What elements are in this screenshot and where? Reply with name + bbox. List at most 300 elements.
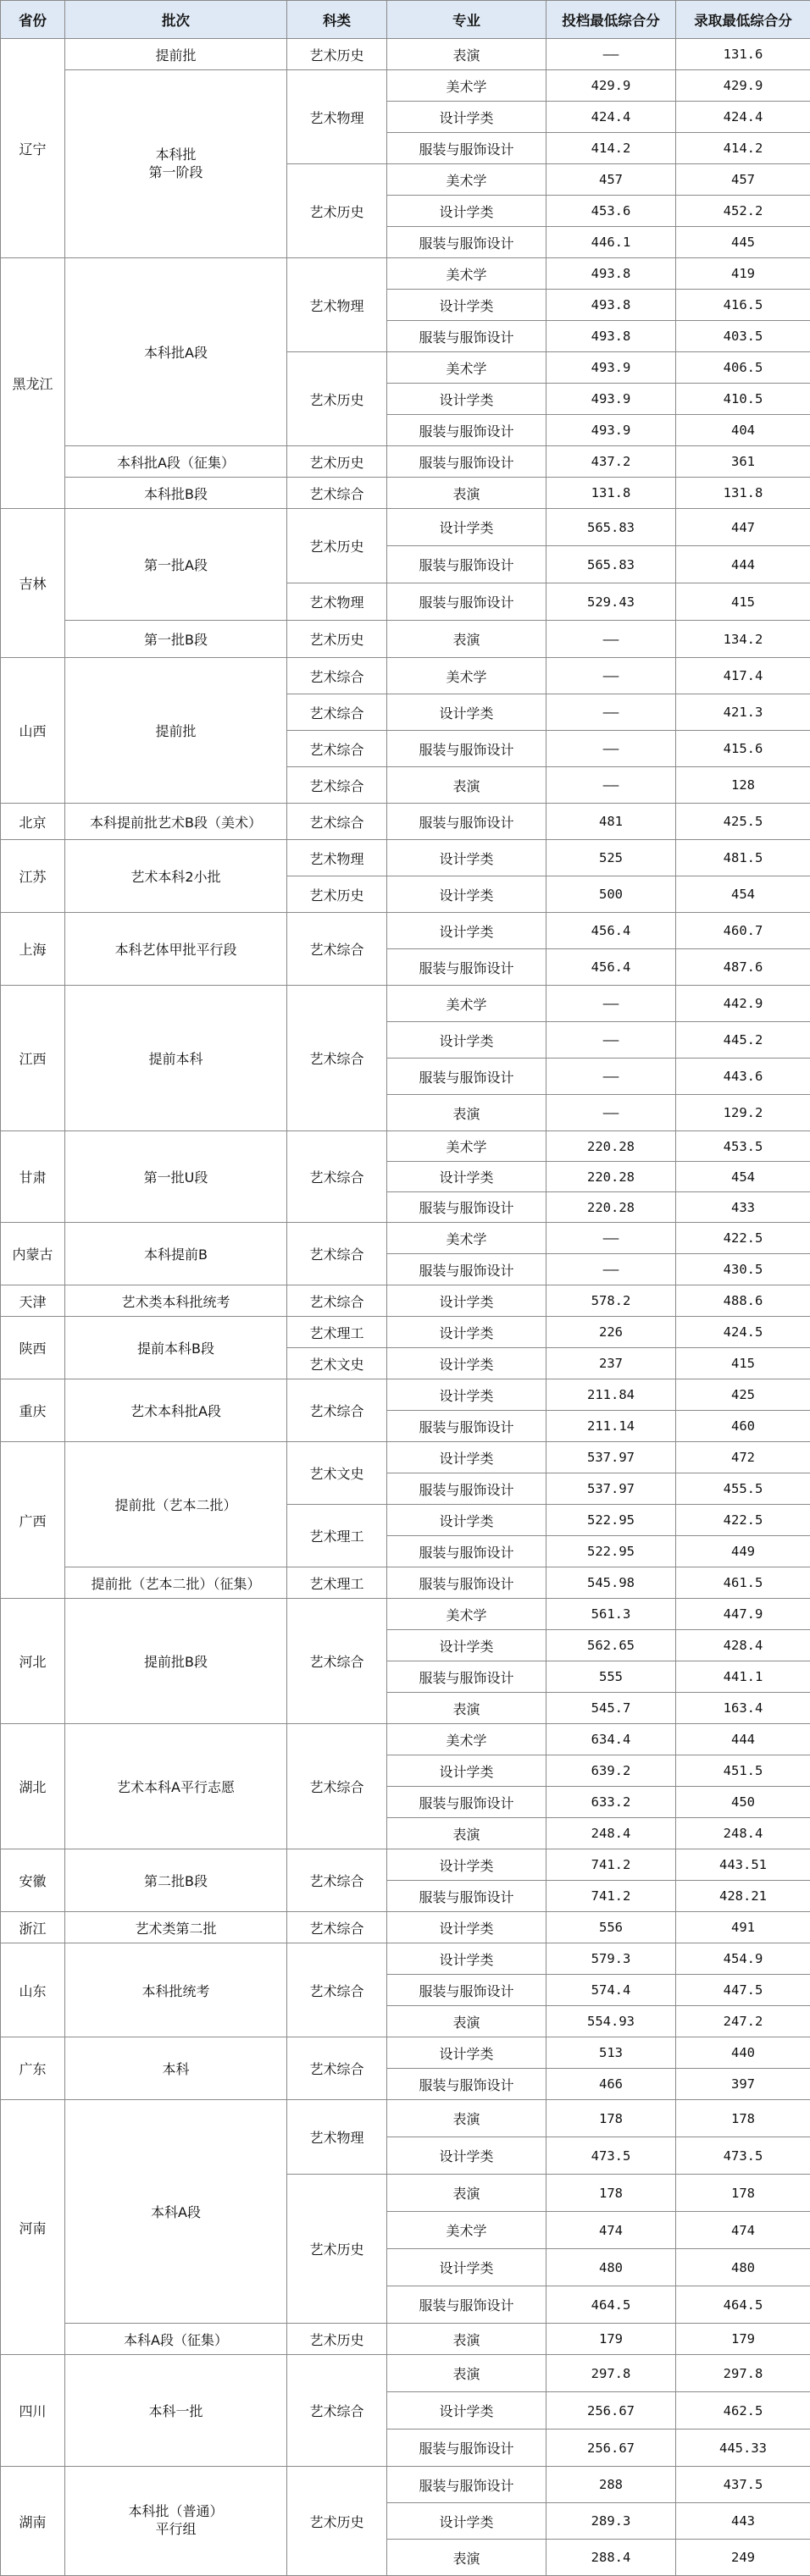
admission-score-cell: 416.5 (676, 290, 810, 321)
submission-score-cell: 414.2 (546, 133, 676, 164)
admission-score-cell: 131.8 (676, 478, 810, 509)
submission-score-cell: 288.4 (546, 2540, 676, 2576)
header-batch: 批次 (65, 1, 287, 39)
major-cell: 设计学类 (387, 1022, 546, 1059)
category-cell: 艺术文史 (287, 1348, 387, 1379)
admission-score-cell: 415 (676, 1348, 810, 1379)
submission-score-cell: 424.4 (546, 102, 676, 133)
major-cell: 设计学类 (387, 1162, 546, 1192)
submission-score-cell: 522.95 (546, 1536, 676, 1567)
admission-score-cell: 361 (676, 446, 810, 478)
batch-cell: 艺术类本科批统考 (65, 1285, 287, 1317)
major-cell: 设计学类 (387, 1348, 546, 1379)
admission-score-cell: 131.6 (676, 39, 810, 70)
category-cell: 艺术综合 (287, 1285, 387, 1317)
major-cell: 表演 (387, 2324, 546, 2355)
major-cell: 服装与服饰设计 (387, 415, 546, 446)
table-row (1, 913, 810, 949)
admission-score-cell: 447.9 (676, 1599, 810, 1630)
batch-cell: 提前批B段 (65, 1599, 287, 1724)
category-cell: 艺术综合 (287, 1849, 387, 1912)
major-cell: 设计学类 (387, 1505, 546, 1536)
major-cell: 美术学 (387, 1599, 546, 1630)
admission-score-cell: 488.6 (676, 1285, 810, 1317)
major-cell: 设计学类 (387, 1849, 546, 1881)
submission-score-cell: 178 (546, 2100, 676, 2137)
submission-score-cell: 446.1 (546, 227, 676, 258)
province-cell: 湖南 (1, 2467, 65, 2576)
header-submission-min-score: 投档最低综合分 (546, 1, 676, 39)
province-cell: 甘肃 (1, 1131, 65, 1223)
header-category: 科类 (287, 1, 387, 39)
submission-score-cell: 741.2 (546, 1849, 676, 1881)
category-cell: 艺术综合 (287, 767, 387, 804)
major-cell: 设计学类 (387, 840, 546, 876)
table-row (1, 258, 810, 290)
admission-score-cell: 179 (676, 2324, 810, 2355)
major-cell: 服装与服饰设计 (387, 1787, 546, 1818)
submission-score-cell: 237 (546, 1348, 676, 1379)
submission-score-cell: 574.4 (546, 1975, 676, 2006)
major-cell: 设计学类 (387, 1285, 546, 1317)
submission-score-cell: 513 (546, 2037, 676, 2069)
admission-score-cell: 421.3 (676, 694, 810, 731)
batch-cell: 提前批 (65, 658, 287, 804)
admission-score-cell: 433 (676, 1192, 810, 1223)
admission-score-cell: 440 (676, 2037, 810, 2069)
category-cell: 艺术综合 (287, 2037, 387, 2100)
major-cell: 表演 (387, 767, 546, 804)
major-cell: 服装与服饰设计 (387, 1536, 546, 1567)
category-cell: 艺术物理 (287, 70, 387, 164)
major-cell: 服装与服饰设计 (387, 1254, 546, 1285)
submission-score-cell: 256.67 (546, 2430, 676, 2467)
table-row (1, 446, 810, 478)
admission-score-cell: 410.5 (676, 384, 810, 415)
category-cell: 艺术综合 (287, 986, 387, 1131)
submission-score-cell: 220.28 (546, 1162, 676, 1192)
major-cell: 设计学类 (387, 384, 546, 415)
major-cell: 表演 (387, 2355, 546, 2392)
submission-score-cell: 579.3 (546, 1943, 676, 1975)
major-cell: 服装与服饰设计 (387, 446, 546, 478)
major-cell: 设计学类 (387, 1317, 546, 1348)
admission-score-cell: 480 (676, 2249, 810, 2286)
category-cell: 艺术历史 (287, 621, 387, 658)
major-cell: 服装与服饰设计 (387, 546, 546, 583)
table-row (1, 2324, 810, 2355)
category-cell: 艺术历史 (287, 164, 387, 258)
admission-score-cell: 444 (676, 1724, 810, 1755)
submission-score-cell: 493.8 (546, 258, 676, 290)
submission-score-cell: 453.6 (546, 196, 676, 227)
admission-score-cell: 441.1 (676, 1661, 810, 1693)
submission-score-cell: 456.4 (546, 949, 676, 986)
submission-score-cell: 220.28 (546, 1131, 676, 1162)
category-cell: 艺术综合 (287, 1912, 387, 1943)
submission-score-cell: 481 (546, 804, 676, 840)
major-cell: 表演 (387, 621, 546, 658)
admission-score-cell: 128 (676, 767, 810, 804)
category-cell: 艺术物理 (287, 258, 387, 352)
admission-score-cell: 444 (676, 546, 810, 583)
submission-score-cell: 537.97 (546, 1473, 676, 1505)
submission-score-cell: 288 (546, 2467, 676, 2503)
province-cell: 江西 (1, 986, 65, 1131)
admission-score-cell: 442.9 (676, 986, 810, 1022)
admission-score-cell: 474 (676, 2212, 810, 2249)
major-cell: 服装与服饰设计 (387, 133, 546, 164)
submission-score-cell: 639.2 (546, 1755, 676, 1787)
admission-score-cell: 415.6 (676, 731, 810, 767)
batch-cell: 艺术类第二批 (65, 1912, 287, 1943)
admission-score-cell: 404 (676, 415, 810, 446)
admission-score-cell: 422.5 (676, 1505, 810, 1536)
submission-score-cell: 466 (546, 2069, 676, 2100)
submission-score-cell: 429.9 (546, 70, 676, 102)
major-cell: 设计学类 (387, 102, 546, 133)
table-row (1, 2467, 810, 2503)
admission-score-cell: 419 (676, 258, 810, 290)
submission-score-cell: 464.5 (546, 2286, 676, 2324)
major-cell: 设计学类 (387, 876, 546, 913)
submission-score-cell: —— (546, 1095, 676, 1131)
category-cell: 艺术综合 (287, 1131, 387, 1223)
submission-score-cell: 578.2 (546, 1285, 676, 1317)
table-row (1, 2355, 810, 2392)
admission-score-cell: 297.8 (676, 2355, 810, 2392)
submission-score-cell: 178 (546, 2175, 676, 2212)
admission-score-cell: 437.5 (676, 2467, 810, 2503)
batch-cell: 第一批B段 (65, 621, 287, 658)
major-cell: 服装与服饰设计 (387, 1192, 546, 1223)
admission-score-cell: 415 (676, 583, 810, 621)
category-cell: 艺术物理 (287, 2100, 387, 2175)
batch-cell: 提前批 (65, 39, 287, 70)
category-cell: 艺术历史 (287, 446, 387, 478)
admission-score-cell: 445.2 (676, 1022, 810, 1059)
batch-cell: 艺术本科批A段 (65, 1379, 287, 1442)
major-cell: 表演 (387, 1095, 546, 1131)
submission-score-cell: —— (546, 986, 676, 1022)
major-cell: 美术学 (387, 1724, 546, 1755)
major-cell: 设计学类 (387, 2392, 546, 2430)
category-cell: 艺术历史 (287, 876, 387, 913)
submission-score-cell: —— (546, 39, 676, 70)
major-cell: 设计学类 (387, 1943, 546, 1975)
major-cell: 美术学 (387, 164, 546, 196)
admission-score-cell: 445.33 (676, 2430, 810, 2467)
batch-cell: 提前本科B段 (65, 1317, 287, 1379)
province-cell: 上海 (1, 913, 65, 986)
admission-score-cell: 454 (676, 876, 810, 913)
major-cell: 设计学类 (387, 196, 546, 227)
batch-cell: 本科提前B (65, 1223, 287, 1285)
major-cell: 表演 (387, 1693, 546, 1724)
major-cell: 服装与服饰设计 (387, 227, 546, 258)
admission-score-cell: 454 (676, 1162, 810, 1192)
major-cell: 美术学 (387, 986, 546, 1022)
submission-score-cell: 545.7 (546, 1693, 676, 1724)
major-cell: 表演 (387, 478, 546, 509)
batch-cell: 本科批B段 (65, 478, 287, 509)
table-header (1, 1, 810, 39)
table-row (1, 658, 810, 694)
admission-score-cell: 445 (676, 227, 810, 258)
admission-score-cell: 134.2 (676, 621, 810, 658)
province-cell: 湖北 (1, 1724, 65, 1849)
header-admission-min-score: 录取最低综合分 (676, 1, 810, 39)
major-cell: 服装与服饰设计 (387, 731, 546, 767)
admission-score-cell: 424.5 (676, 1317, 810, 1348)
admission-score-cell: 460.7 (676, 913, 810, 949)
submission-score-cell: —— (546, 1022, 676, 1059)
category-cell: 艺术综合 (287, 1379, 387, 1442)
submission-score-cell: 500 (546, 876, 676, 913)
major-cell: 美术学 (387, 1223, 546, 1254)
admission-score-cell: 453.5 (676, 1131, 810, 1162)
batch-cell: 第一批U段 (65, 1131, 287, 1223)
submission-score-cell: 545.98 (546, 1567, 676, 1599)
submission-score-cell: 211.84 (546, 1379, 676, 1411)
submission-score-cell: 220.28 (546, 1192, 676, 1223)
table-row (1, 840, 810, 876)
admission-score-cell: 129.2 (676, 1095, 810, 1131)
table-row (1, 2100, 810, 2137)
category-cell: 艺术理工 (287, 1317, 387, 1348)
table-row (1, 1599, 810, 1630)
submission-score-cell: 211.14 (546, 1411, 676, 1442)
submission-score-cell: 493.9 (546, 352, 676, 384)
batch-cell: 第一批A段 (65, 509, 287, 621)
province-cell: 广东 (1, 2037, 65, 2100)
major-cell: 表演 (387, 1818, 546, 1849)
major-cell: 美术学 (387, 658, 546, 694)
submission-score-cell: 456.4 (546, 913, 676, 949)
major-cell: 服装与服饰设计 (387, 583, 546, 621)
category-cell: 艺术综合 (287, 478, 387, 509)
submission-score-cell: 522.95 (546, 1505, 676, 1536)
admission-score-cell: 430.5 (676, 1254, 810, 1285)
submission-score-cell: 493.9 (546, 415, 676, 446)
admission-score-cell: 449 (676, 1536, 810, 1567)
submission-score-cell: 529.43 (546, 583, 676, 621)
admission-score-cell: 455.5 (676, 1473, 810, 1505)
submission-score-cell: 226 (546, 1317, 676, 1348)
category-cell: 艺术综合 (287, 913, 387, 986)
table-row (1, 70, 810, 102)
submission-score-cell: 633.2 (546, 1787, 676, 1818)
major-cell: 设计学类 (387, 2137, 546, 2175)
admission-score-cell: 443 (676, 2503, 810, 2540)
major-cell: 服装与服饰设计 (387, 1567, 546, 1599)
table-row (1, 621, 810, 658)
major-cell: 设计学类 (387, 1755, 546, 1787)
table-body (1, 39, 810, 2576)
table-row (1, 1943, 810, 1975)
major-cell: 服装与服饰设计 (387, 321, 546, 352)
category-cell: 艺术综合 (287, 1943, 387, 2037)
submission-score-cell: 457 (546, 164, 676, 196)
batch-cell: 本科批A段（征集） (65, 446, 287, 478)
province-cell: 广西 (1, 1442, 65, 1599)
admission-score-cell: 472 (676, 1442, 810, 1473)
table-row (1, 509, 810, 546)
category-cell: 艺术历史 (287, 2175, 387, 2324)
batch-cell: 本科一批 (65, 2355, 287, 2467)
submission-score-cell: 554.93 (546, 2006, 676, 2037)
header-major: 专业 (387, 1, 546, 39)
major-cell: 表演 (387, 2006, 546, 2037)
header-row (1, 1, 810, 39)
admission-score-cell: 462.5 (676, 2392, 810, 2430)
submission-score-cell: —— (546, 1254, 676, 1285)
table-row (1, 1442, 810, 1473)
admission-score-cell: 450 (676, 1787, 810, 1818)
major-cell: 服装与服饰设计 (387, 1975, 546, 2006)
admission-score-cell: 248.4 (676, 1818, 810, 1849)
table-row (1, 1131, 810, 1162)
submission-score-cell: 493.8 (546, 290, 676, 321)
category-cell: 艺术综合 (287, 694, 387, 731)
category-cell: 艺术综合 (287, 1724, 387, 1849)
admission-score-cell: 397 (676, 2069, 810, 2100)
major-cell: 服装与服饰设计 (387, 2069, 546, 2100)
major-cell: 美术学 (387, 70, 546, 102)
admission-score-cell: 428.21 (676, 1881, 810, 1912)
table-row (1, 1379, 810, 1411)
submission-score-cell: 297.8 (546, 2355, 676, 2392)
admission-score-cell: 422.5 (676, 1223, 810, 1254)
batch-cell: 本科提前批艺术B段（美术） (65, 804, 287, 840)
admission-score-cell: 443.6 (676, 1059, 810, 1095)
major-cell: 设计学类 (387, 2503, 546, 2540)
batch-cell: 本科批（普通） 平行组 (65, 2467, 287, 2576)
major-cell: 美术学 (387, 2212, 546, 2249)
table-row (1, 1317, 810, 1348)
table-row (1, 1724, 810, 1755)
major-cell: 设计学类 (387, 1442, 546, 1473)
major-cell: 表演 (387, 2540, 546, 2576)
category-cell: 艺术综合 (287, 1599, 387, 1724)
batch-cell: 提前本科 (65, 986, 287, 1131)
table-row (1, 986, 810, 1022)
major-cell: 服装与服饰设计 (387, 804, 546, 840)
admission-score-cell: 447.5 (676, 1975, 810, 2006)
major-cell: 美术学 (387, 352, 546, 384)
batch-cell: 第二批B段 (65, 1849, 287, 1912)
submission-score-cell: 179 (546, 2324, 676, 2355)
province-cell: 重庆 (1, 1379, 65, 1442)
submission-score-cell: 525 (546, 840, 676, 876)
admission-score-cell: 417.4 (676, 658, 810, 694)
admission-score-cell: 454.9 (676, 1943, 810, 1975)
province-cell: 辽宁 (1, 39, 65, 258)
submission-score-cell: 565.83 (546, 546, 676, 583)
major-cell: 设计学类 (387, 290, 546, 321)
province-cell: 山西 (1, 658, 65, 804)
admission-score-cell: 452.2 (676, 196, 810, 227)
admission-score-cell: 424.4 (676, 102, 810, 133)
admission-score-cell: 481.5 (676, 840, 810, 876)
major-cell: 表演 (387, 39, 546, 70)
submission-score-cell: 474 (546, 2212, 676, 2249)
batch-cell: 艺术本科2小批 (65, 840, 287, 913)
table-row (1, 1223, 810, 1254)
table-row (1, 39, 810, 70)
major-cell: 表演 (387, 2100, 546, 2137)
province-cell: 河北 (1, 1599, 65, 1724)
admission-score-cell: 429.9 (676, 70, 810, 102)
major-cell: 设计学类 (387, 1379, 546, 1411)
major-cell: 美术学 (387, 1131, 546, 1162)
major-cell: 服装与服饰设计 (387, 1881, 546, 1912)
batch-cell: 本科批统考 (65, 1943, 287, 2037)
admission-score-cell: 403.5 (676, 321, 810, 352)
major-cell: 设计学类 (387, 509, 546, 546)
province-cell: 山东 (1, 1943, 65, 2037)
submission-score-cell: 562.65 (546, 1630, 676, 1661)
submission-score-cell: 556 (546, 1912, 676, 1943)
submission-score-cell: 437.2 (546, 446, 676, 478)
submission-score-cell: —— (546, 1059, 676, 1095)
category-cell: 艺术文史 (287, 1442, 387, 1505)
category-cell: 艺术历史 (287, 2324, 387, 2355)
batch-cell: 本科批 第一阶段 (65, 70, 287, 258)
major-cell: 服装与服饰设计 (387, 1661, 546, 1693)
category-cell: 艺术综合 (287, 658, 387, 694)
major-cell: 设计学类 (387, 1912, 546, 1943)
table-row (1, 1285, 810, 1317)
major-cell: 设计学类 (387, 913, 546, 949)
table-row (1, 804, 810, 840)
category-cell: 艺术理工 (287, 1567, 387, 1599)
major-cell: 设计学类 (387, 694, 546, 731)
batch-cell: 本科 (65, 2037, 287, 2100)
admission-score-cell: 428.4 (676, 1630, 810, 1661)
submission-score-cell: —— (546, 767, 676, 804)
major-cell: 服装与服饰设计 (387, 949, 546, 986)
submission-score-cell: 289.3 (546, 2503, 676, 2540)
category-cell: 艺术物理 (287, 840, 387, 876)
submission-score-cell: 493.8 (546, 321, 676, 352)
admission-score-cell: 443.51 (676, 1849, 810, 1881)
admission-score-cell: 461.5 (676, 1567, 810, 1599)
submission-score-cell: —— (546, 1223, 676, 1254)
category-cell: 艺术历史 (287, 2467, 387, 2576)
batch-cell: 本科A段 (65, 2100, 287, 2324)
category-cell: 艺术历史 (287, 39, 387, 70)
admission-score-cell: 425 (676, 1379, 810, 1411)
admission-score-cell: 249 (676, 2540, 810, 2576)
major-cell: 服装与服饰设计 (387, 1473, 546, 1505)
major-cell: 服装与服饰设计 (387, 2286, 546, 2324)
category-cell: 艺术综合 (287, 2355, 387, 2467)
province-cell: 内蒙古 (1, 1223, 65, 1285)
province-cell: 四川 (1, 2355, 65, 2467)
category-cell: 艺术物理 (287, 583, 387, 621)
table-row (1, 478, 810, 509)
admission-score-cell: 460 (676, 1411, 810, 1442)
province-cell: 黑龙江 (1, 258, 65, 509)
submission-score-cell: —— (546, 694, 676, 731)
admission-score-cell: 178 (676, 2175, 810, 2212)
province-cell: 吉林 (1, 509, 65, 658)
admission-score-cell: 163.4 (676, 1693, 810, 1724)
admission-score-cell: 473.5 (676, 2137, 810, 2175)
submission-score-cell: 634.4 (546, 1724, 676, 1755)
batch-cell: 本科A段（征集） (65, 2324, 287, 2355)
